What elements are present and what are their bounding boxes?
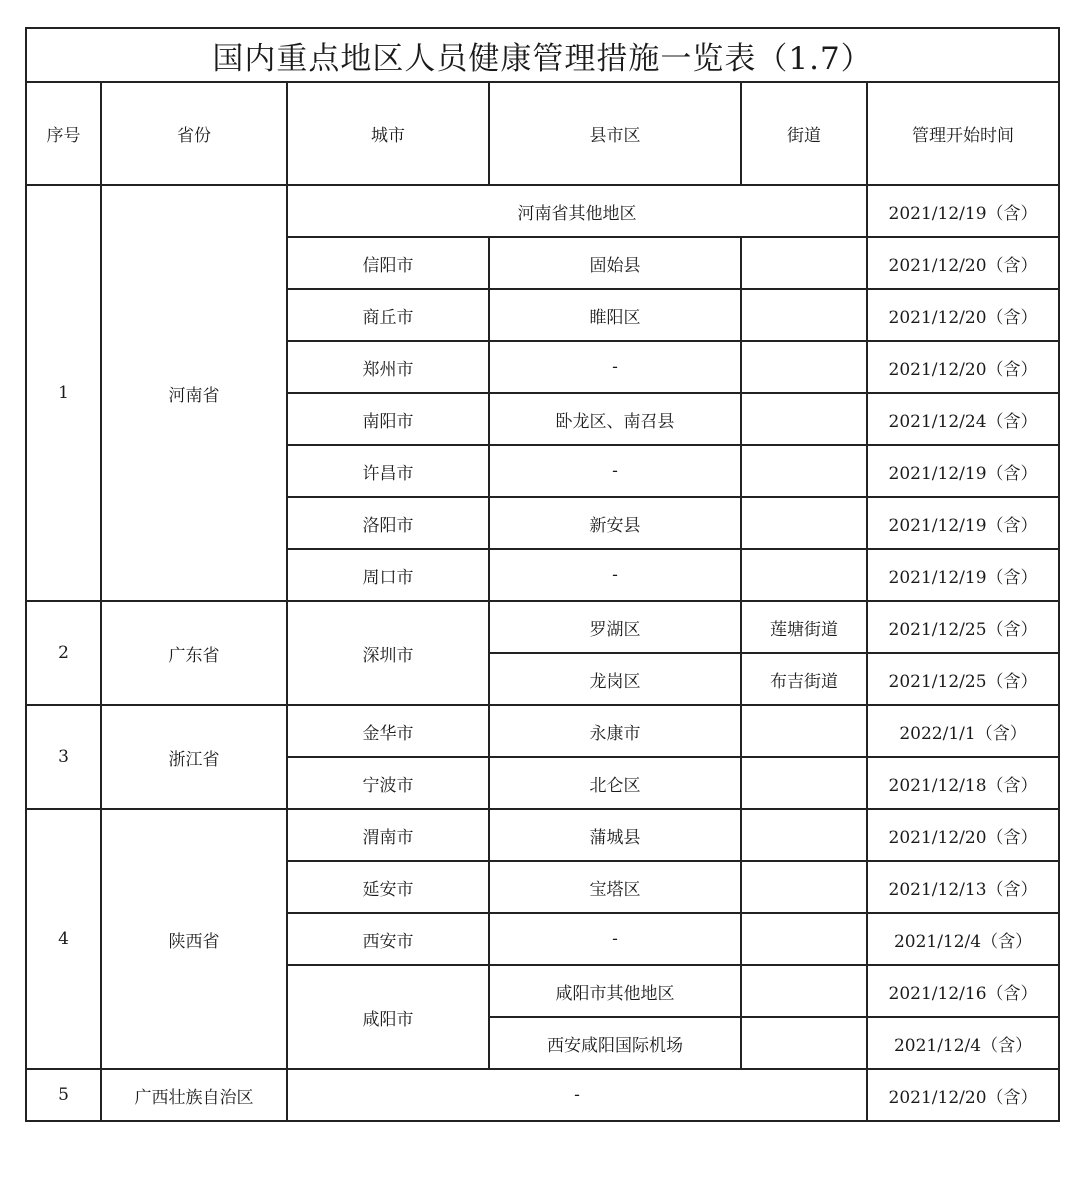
time-cell: 2021/12/24（含） bbox=[867, 393, 1059, 445]
street-cell bbox=[741, 861, 867, 913]
time-cell: 2021/12/19（含） bbox=[867, 549, 1059, 601]
county-cell: 龙岗区 bbox=[489, 653, 741, 705]
city-cell: 延安市 bbox=[287, 861, 489, 913]
city-cell: 洛阳市 bbox=[287, 497, 489, 549]
time-cell: 2021/12/20（含） bbox=[867, 341, 1059, 393]
city-cell: 郑州市 bbox=[287, 341, 489, 393]
county-cell: - bbox=[489, 549, 741, 601]
health-management-table bbox=[25, 27, 1060, 1122]
city-cell: 南阳市 bbox=[287, 393, 489, 445]
street-cell bbox=[741, 341, 867, 393]
header-no: 序号 bbox=[26, 82, 101, 185]
province-cell: 陕西省 bbox=[101, 809, 287, 1069]
header-province: 省份 bbox=[101, 82, 287, 185]
time-cell: 2021/12/4（含） bbox=[867, 913, 1059, 965]
time-cell: 2021/12/19（含） bbox=[867, 445, 1059, 497]
county-cell: 新安县 bbox=[489, 497, 741, 549]
city-cell: 咸阳市 bbox=[287, 965, 489, 1069]
table-title: 国内重点地区人员健康管理措施一览表（1.7） bbox=[26, 28, 1059, 82]
street-cell: 布吉街道 bbox=[741, 653, 867, 705]
time-cell: 2022/1/1（含） bbox=[867, 705, 1059, 757]
time-cell: 2021/12/20（含） bbox=[867, 809, 1059, 861]
county-cell: - bbox=[489, 445, 741, 497]
city-cell: 深圳市 bbox=[287, 601, 489, 705]
time-cell: 2021/12/4（含） bbox=[867, 1017, 1059, 1069]
document bbox=[25, 27, 1058, 1122]
county-cell: 咸阳市其他地区 bbox=[489, 965, 741, 1017]
street-cell bbox=[741, 393, 867, 445]
province-cell: 广西壮族自治区 bbox=[101, 1069, 287, 1121]
table-row bbox=[26, 601, 1059, 653]
time-cell: 2021/12/19（含） bbox=[867, 497, 1059, 549]
province-cell: 浙江省 bbox=[101, 705, 287, 809]
row-number: 5 bbox=[26, 1069, 101, 1121]
city-cell: 许昌市 bbox=[287, 445, 489, 497]
street-cell bbox=[741, 705, 867, 757]
county-cell: 北仑区 bbox=[489, 757, 741, 809]
header-street: 街道 bbox=[741, 82, 867, 185]
street-cell bbox=[741, 913, 867, 965]
city-cell: 宁波市 bbox=[287, 757, 489, 809]
street-cell bbox=[741, 237, 867, 289]
time-cell: 2021/12/13（含） bbox=[867, 861, 1059, 913]
row-number: 1 bbox=[26, 185, 101, 601]
province-cell: 广东省 bbox=[101, 601, 287, 705]
city-cell: 商丘市 bbox=[287, 289, 489, 341]
city-cell: 金华市 bbox=[287, 705, 489, 757]
street-cell bbox=[741, 1017, 867, 1069]
county-cell: 宝塔区 bbox=[489, 861, 741, 913]
time-cell: 2021/12/20（含） bbox=[867, 1069, 1059, 1121]
street-cell bbox=[741, 965, 867, 1017]
street-cell bbox=[741, 549, 867, 601]
row-number: 2 bbox=[26, 601, 101, 705]
street-cell: 莲塘街道 bbox=[741, 601, 867, 653]
county-cell: 蒲城县 bbox=[489, 809, 741, 861]
time-cell: 2021/12/18（含） bbox=[867, 757, 1059, 809]
table-row bbox=[26, 1069, 1059, 1121]
time-cell: 2021/12/16（含） bbox=[867, 965, 1059, 1017]
table-row bbox=[26, 185, 1059, 237]
city-cell: 周口市 bbox=[287, 549, 489, 601]
street-cell bbox=[741, 757, 867, 809]
county-cell: 西安咸阳国际机场 bbox=[489, 1017, 741, 1069]
county-cell: 睢阳区 bbox=[489, 289, 741, 341]
city-cell: 信阳市 bbox=[287, 237, 489, 289]
county-cell: 永康市 bbox=[489, 705, 741, 757]
time-cell: 2021/12/20（含） bbox=[867, 237, 1059, 289]
street-cell bbox=[741, 289, 867, 341]
header-start-time: 管理开始时间 bbox=[867, 82, 1059, 185]
county-cell: 固始县 bbox=[489, 237, 741, 289]
street-cell bbox=[741, 445, 867, 497]
table-row bbox=[26, 809, 1059, 861]
header-city: 城市 bbox=[287, 82, 489, 185]
row-number: 4 bbox=[26, 809, 101, 1069]
street-cell bbox=[741, 809, 867, 861]
header-county: 县市区 bbox=[489, 82, 741, 185]
city-cell: 西安市 bbox=[287, 913, 489, 965]
county-cell: - bbox=[489, 341, 741, 393]
time-cell: 2021/12/20（含） bbox=[867, 289, 1059, 341]
table-row bbox=[26, 705, 1059, 757]
header-row bbox=[26, 82, 1059, 185]
row-number: 3 bbox=[26, 705, 101, 809]
time-cell: 2021/12/25（含） bbox=[867, 601, 1059, 653]
county-cell: - bbox=[489, 913, 741, 965]
street-cell bbox=[741, 497, 867, 549]
area-cell: 河南省其他地区 bbox=[287, 185, 867, 237]
city-cell: 渭南市 bbox=[287, 809, 489, 861]
time-cell: 2021/12/19（含） bbox=[867, 185, 1059, 237]
county-cell: 卧龙区、南召县 bbox=[489, 393, 741, 445]
time-cell: 2021/12/25（含） bbox=[867, 653, 1059, 705]
area-cell: - bbox=[287, 1069, 867, 1121]
county-cell: 罗湖区 bbox=[489, 601, 741, 653]
province-cell: 河南省 bbox=[101, 185, 287, 601]
